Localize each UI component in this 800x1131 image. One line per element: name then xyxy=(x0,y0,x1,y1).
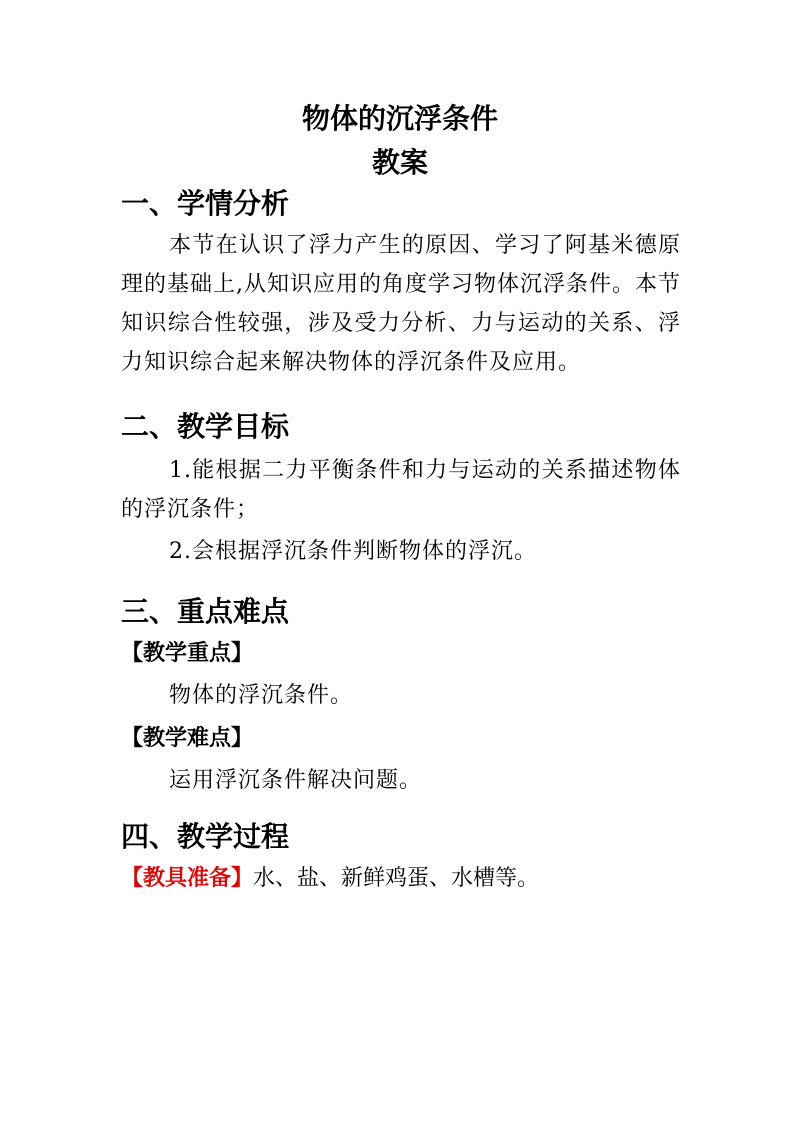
section-heading-student-analysis: 一、学情分析 xyxy=(121,187,290,220)
difficult-point-text: 运用浮沉条件解决问题。 xyxy=(169,768,423,793)
teaching-aids-line xyxy=(121,863,539,894)
student-analysis-paragraph: 本节在认识了浮力产生的原因、学习了阿基米德原理的基础上,从知识应用的角度学习物体沉浮条件。本节知识综合性较强，涉及受力分析、力与运动的关系、浮力知识综合起来解决物体的浮沉条件及应用。 xyxy=(121,233,681,375)
objective-item-1: 1.能根据二力平衡条件和力与运动的关系描述物体的浮沉条件； xyxy=(121,458,681,522)
key-point-label: 【教学重点】 xyxy=(121,640,254,666)
objective-item-2: 2.会根据浮沉条件判断物体的浮沉。 xyxy=(169,539,537,564)
section-heading-teaching-process: 四、教学过程 xyxy=(121,820,290,853)
section-heading-teaching-objectives: 二、教学目标 xyxy=(121,410,290,443)
key-point-text: 物体的浮沉条件。 xyxy=(169,683,354,708)
document-title: 物体的沉浮条件 xyxy=(301,102,498,135)
teaching-aids-label: 【教具准备】 xyxy=(121,865,254,891)
section-heading-key-difficult-points: 三、重点难点 xyxy=(121,595,290,628)
teaching-aids-text: 水、盐、新鲜鸡蛋、水槽等。 xyxy=(253,866,540,891)
difficult-point-label: 【教学难点】 xyxy=(121,725,254,751)
document-subtitle: 教案 xyxy=(371,146,428,179)
